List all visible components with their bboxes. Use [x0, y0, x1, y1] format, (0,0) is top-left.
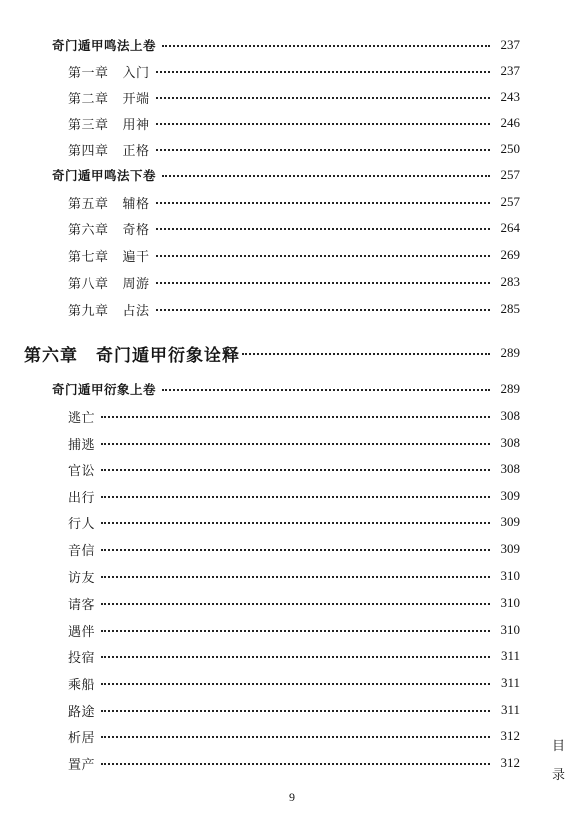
toc-entry-item[interactable]: [68, 458, 520, 480]
chapter-number: 第六章: [24, 345, 78, 366]
toc-entry-title: 奇门遁甲鸣法下卷: [52, 168, 157, 183]
toc-entry-item[interactable]: [68, 752, 520, 774]
dot-leader: [101, 408, 490, 418]
toc-entry-title: [68, 273, 150, 292]
toc-entry-chapter[interactable]: [68, 191, 520, 213]
dot-leader: [156, 141, 490, 151]
toc-entry-page: 243: [500, 89, 520, 104]
toc-entry-page: 308: [500, 408, 520, 423]
dot-leader: [242, 345, 490, 355]
toc-entry-title: [68, 300, 150, 319]
toc-entry-item[interactable]: [68, 511, 520, 533]
chapter-name: 辅格: [122, 196, 150, 212]
toc-entry-chapter[interactable]: [68, 86, 520, 108]
toc-entry-title: 官讼: [68, 463, 96, 479]
dot-leader: [156, 63, 490, 73]
toc-entry-item[interactable]: [68, 592, 520, 614]
page-number: 9: [289, 790, 295, 804]
toc-entry-title: 访友: [68, 570, 96, 586]
toc-entry-title: [68, 62, 150, 81]
toc-entry-page: 308: [500, 461, 520, 476]
toc-entry-title: 捕逃: [68, 437, 96, 453]
chapter-name: 正格: [122, 143, 150, 159]
dot-leader: [101, 568, 490, 578]
dot-leader: [156, 220, 490, 230]
chapter-name: 占法: [122, 303, 150, 319]
toc-entry-chapter[interactable]: [68, 271, 520, 293]
toc-entry-page: 309: [500, 514, 520, 529]
toc-entry-chapter[interactable]: [68, 60, 520, 82]
toc-entry-title: 奇门遁甲衍象上卷: [52, 382, 157, 397]
toc-entry-title: 路途: [68, 704, 96, 720]
chapter-number: 第八章: [68, 276, 109, 292]
dot-leader: [101, 755, 490, 765]
toc-entry-chapter[interactable]: [68, 217, 520, 239]
chapter-number: 第五章: [68, 196, 109, 212]
toc-entry-page: 237: [500, 63, 520, 78]
toc-entry-title: [68, 193, 150, 212]
toc-entry-chapter[interactable]: [68, 138, 520, 160]
toc-entry-page: 309: [500, 541, 520, 556]
toc-entry-chapter[interactable]: [68, 112, 520, 134]
toc-entry-title: 行人: [68, 516, 96, 532]
toc-entry-section[interactable]: [52, 378, 520, 400]
chapter-name: 奇格: [122, 222, 150, 238]
dot-leader: [156, 274, 490, 284]
toc-entry-page: 250: [500, 141, 520, 156]
toc-entry-page: 257: [500, 194, 520, 209]
toc-entry-title: 请客: [68, 597, 96, 613]
toc-entry-item[interactable]: [68, 619, 520, 641]
toc-entry-page: 269: [500, 247, 520, 262]
toc-entry-page: 312: [500, 755, 520, 770]
chapter-number: 第七章: [68, 249, 109, 265]
toc-entry-page: 289: [500, 345, 520, 360]
toc-entry-chapter[interactable]: [68, 244, 520, 266]
dot-leader: [101, 595, 490, 605]
chapter-name: 奇门遁甲衍象诠释: [96, 345, 240, 366]
toc-entry-page: 246: [500, 115, 520, 130]
toc-entry-item[interactable]: [68, 672, 520, 694]
chapter-number: 第四章: [68, 143, 109, 159]
toc-entry-title: [68, 246, 150, 265]
toc-entry-title: [68, 140, 150, 159]
dot-leader: [156, 115, 490, 125]
chapter-number: 第六章: [68, 222, 109, 238]
dot-leader: [101, 622, 490, 632]
dot-leader: [162, 381, 490, 391]
toc-entry-title: 奇门遁甲鸣法上卷: [52, 38, 157, 53]
side-label-lu: 录: [552, 768, 566, 783]
toc-entry-chapter[interactable]: [68, 298, 520, 320]
chapter-number: 第二章: [68, 91, 109, 107]
toc-entry-item[interactable]: [68, 565, 520, 587]
toc-entry-page: 312: [500, 728, 520, 743]
toc-entry-page: 311: [500, 702, 520, 717]
dot-leader: [156, 89, 490, 99]
toc-entry-page: 310: [500, 595, 520, 610]
toc-entry-title: [68, 219, 150, 238]
side-label-mu: 目: [552, 739, 566, 754]
chapter-number: 第九章: [68, 303, 109, 319]
toc-entry-title: 乘船: [68, 677, 96, 693]
dot-leader: [101, 435, 490, 445]
dot-leader: [156, 247, 490, 257]
toc-entry-page: 283: [500, 274, 520, 289]
toc-entry-title: 遇伴: [68, 624, 96, 640]
dot-leader: [101, 675, 490, 685]
toc-entry-title: 出行: [68, 490, 96, 506]
toc-entry-page: 289: [500, 381, 520, 396]
dot-leader: [162, 37, 490, 47]
toc-entry-item[interactable]: [68, 432, 520, 454]
toc-entry-item[interactable]: [68, 725, 520, 747]
toc-entry-page: 285: [500, 301, 520, 316]
chapter-name: 开端: [122, 91, 150, 107]
toc-entry-item[interactable]: [68, 645, 520, 667]
toc-entry-page: 311: [500, 675, 520, 690]
toc-entry-page: 311: [500, 648, 520, 663]
chapter-name: 用神: [122, 117, 150, 133]
toc-entry-page: 237: [500, 37, 520, 52]
toc-entry-title: [24, 341, 240, 366]
toc-entry-item[interactable]: [68, 699, 520, 721]
toc-entry-section[interactable]: [52, 164, 520, 186]
dot-leader: [162, 167, 490, 177]
dot-leader: [101, 488, 490, 498]
chapter-name: 入门: [122, 65, 150, 81]
dot-leader: [101, 702, 490, 712]
toc-entry-title: 音信: [68, 543, 96, 559]
toc-entry-title: 置产: [68, 757, 96, 773]
toc-entry-page: 309: [500, 488, 520, 503]
toc-entry-page: 257: [500, 167, 520, 182]
toc-entry-title: 析居: [68, 730, 96, 746]
toc-entry-title: 逃亡: [68, 410, 96, 426]
dot-leader: [101, 514, 490, 524]
toc-entry-item[interactable]: [68, 538, 520, 560]
dot-leader: [156, 301, 490, 311]
chapter-number: 第一章: [68, 65, 109, 81]
toc-entry-item[interactable]: [68, 485, 520, 507]
toc-entry-major-chapter[interactable]: [24, 340, 520, 366]
dot-leader: [101, 461, 490, 471]
toc-entry-title: 投宿: [68, 650, 96, 666]
dot-leader: [101, 728, 490, 738]
dot-leader: [156, 194, 490, 204]
toc-entry-title: [68, 88, 150, 107]
toc-entry-title: [68, 114, 150, 133]
toc-entry-page: 264: [500, 220, 520, 235]
chapter-number: 第三章: [68, 117, 109, 133]
toc-entry-item[interactable]: [68, 405, 520, 427]
toc-entry-page: 310: [500, 622, 520, 637]
toc-entry-page: 310: [500, 568, 520, 583]
dot-leader: [101, 648, 490, 658]
toc-entry-section[interactable]: [52, 34, 520, 56]
chapter-name: 周游: [122, 276, 150, 292]
dot-leader: [101, 541, 490, 551]
toc-entry-page: 308: [500, 435, 520, 450]
chapter-name: 遍干: [122, 249, 150, 265]
